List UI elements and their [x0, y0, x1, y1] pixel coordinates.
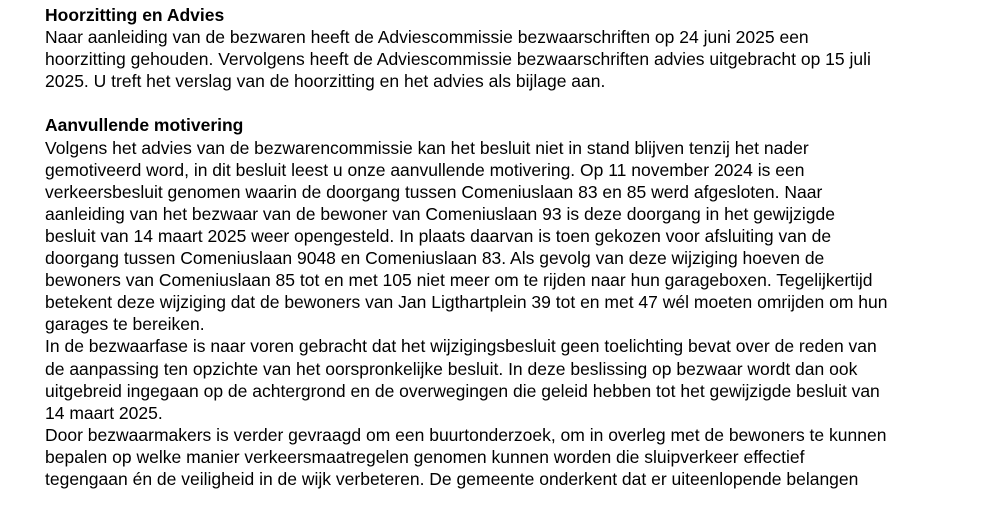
text-line: de aanpassing ten opzichte van het oorspronkelijke besluit. In deze beslissing op bezwaar wordt dan ook [45, 358, 858, 379]
section-heading: Hoorzitting en Advies [45, 5, 225, 25]
text-line: bepalen op welke manier verkeersmaatregelen genomen kunnen worden die sluipverkeer effectief [45, 446, 805, 467]
text-line: besluit van 14 maart 2025 weer opengesteld. In plaats daarvan is toen gekozen voor afsluiting van de [45, 225, 832, 246]
text-line: verkeersbesluit genomen waarin de doorgang tussen Comeniuslaan 83 en 85 werd afgesloten. Naar [45, 181, 823, 202]
text-line: Naar aanleiding van de bezwaren heeft de Adviescommissie bezwaarschriften op 24 juni 2025 een [45, 27, 809, 48]
text-line: 2025. U treft het verslag van de hoorzitting en het advies als bijlage aan. [45, 71, 606, 92]
text-line: gemotiveerd word, in dit besluit leest u onze aanvullende motivering. Op 11 november 2024 is een [45, 159, 805, 180]
text-line: tegengaan én de veiligheid in de wijk verbeteren. De gemeente onderkent dat er uiteenlopende belangen [45, 468, 859, 489]
text-line: betekent deze wijziging dat de bewoners van Jan Ligthartplein 39 tot en met 47 wél moeten omrijden om hun [45, 292, 888, 313]
text-line: In de bezwaarfase is naar voren gebracht dat het wijzigingsbesluit geen toelichting bevat over de reden van [45, 336, 877, 357]
text-line: Volgens het advies van de bezwarencommissie kan het besluit niet in stand blijven tenzij het nader [45, 137, 809, 158]
section-aanvullende-motivering [45, 114, 993, 490]
text-line: hoorzitting gehouden. Vervolgens heeft de Adviescommissie bezwaarschriften advies uitgebracht op 15 juli [45, 49, 871, 70]
text-line: 14 maart 2025. [45, 402, 163, 423]
section-hoorzitting-en-advies [45, 4, 993, 92]
text-line: Door bezwaarmakers is verder gevraagd om een buurtonderzoek, om in overleg met de bewoners te kunnen [45, 424, 887, 445]
text-line: garages te bereiken. [45, 314, 205, 335]
text-line: bewoners van Comeniuslaan 85 tot en met 105 niet meer om te rijden naar hun garageboxen. Tegelijkertijd [45, 270, 873, 291]
text-line: doorgang tussen Comeniuslaan 9048 en Comeniuslaan 83. Als gevolg van deze wijziging hoeven de [45, 248, 825, 269]
text-line: uitgebreid ingegaan op de achtergrond en de overwegingen die geleid hebben tot het gewijzigde besluit van [45, 380, 880, 401]
section-heading: Aanvullende motivering [45, 115, 244, 136]
text-line: aanleiding van het bezwaar van de bewoner van Comeniuslaan 93 is deze doorgang in het gewijzigde [45, 203, 835, 224]
